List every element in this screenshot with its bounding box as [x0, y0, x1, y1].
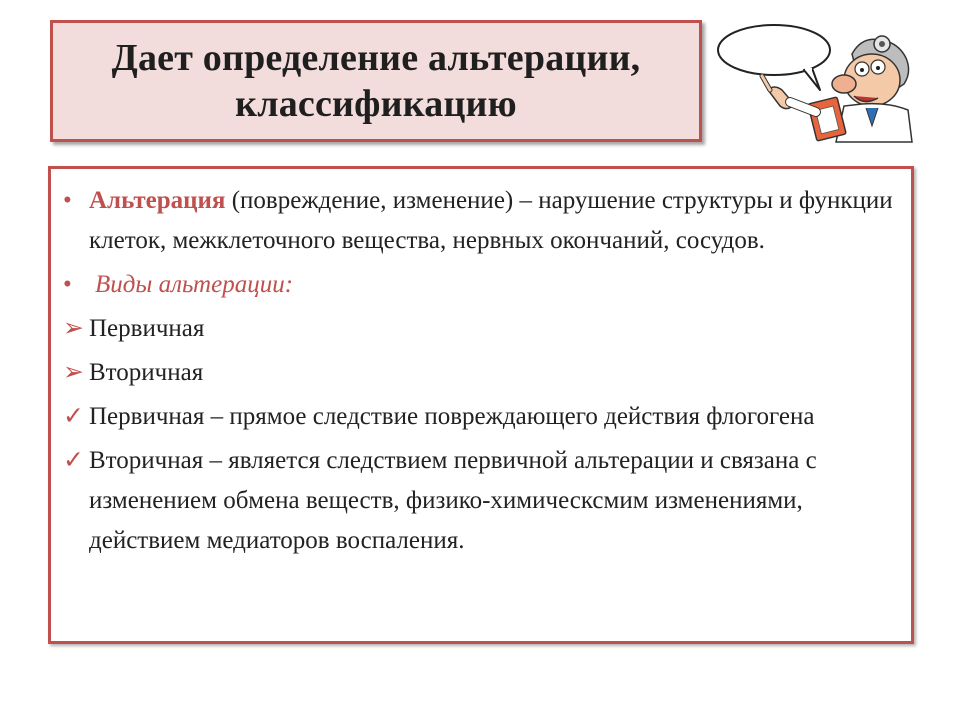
definition-term: Альтерация: [89, 187, 226, 214]
bullet-dot-icon: •: [63, 187, 72, 214]
slide-title-line-1: Дает определение альтерации,: [111, 37, 641, 79]
arrow-item-text: Вторичная: [89, 359, 204, 386]
check-bullet-icon: ✓: [63, 403, 84, 430]
list-item: [63, 309, 897, 349]
definition-item: [63, 181, 897, 261]
definition-text: (повреждение, изменение) – нарушение структуры и функции клеток, межклеточного вещества, нервных окончаний, сосудов.: [89, 187, 893, 254]
check-bullet-icon: ✓: [63, 447, 84, 474]
slide-title: [112, 35, 641, 127]
doctor-cartoon-icon: [712, 14, 922, 144]
types-heading-item: [63, 265, 897, 305]
list-item: [63, 441, 897, 561]
list-item: [63, 397, 897, 437]
check-item-text: Первичная – прямое следствие повреждающего действия флогогена: [89, 403, 815, 430]
check-item-text: Вторичная – является следствием первичной альтерации и связана с изменением обмена веществ, физико-химическсмим изменениями, действием медиаторов воспаления.: [89, 447, 817, 554]
list-item: [63, 353, 897, 393]
arrow-bullet-icon: ➢: [63, 315, 84, 342]
arrow-item-text: Первичная: [89, 315, 205, 342]
slide-title-box: [50, 20, 702, 142]
arrow-bullet-icon: ➢: [63, 359, 84, 386]
slide-title-line-2: классификацию: [235, 83, 517, 125]
bullet-dot-icon: •: [63, 271, 72, 298]
types-heading: Виды альтерации:: [95, 271, 294, 298]
content-box: [48, 166, 914, 644]
content-body: [63, 181, 897, 561]
speech-bubble-icon: [718, 25, 830, 90]
